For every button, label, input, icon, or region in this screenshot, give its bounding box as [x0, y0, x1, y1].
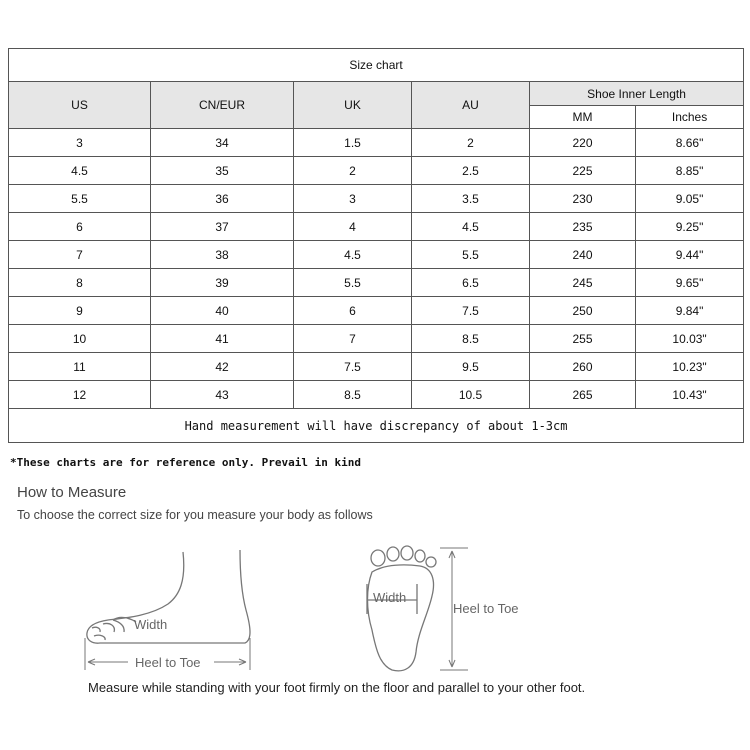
cell-us: 7 [9, 241, 151, 269]
cell-mm: 230 [530, 185, 636, 213]
cell-mm: 245 [530, 269, 636, 297]
cell-inches: 9.05" [636, 185, 744, 213]
cell-cn-eur: 43 [151, 381, 294, 409]
cell-au: 6.5 [412, 269, 530, 297]
header-uk: UK [294, 82, 412, 129]
sole-length-label: Heel to Toe [453, 601, 519, 616]
cell-inches: 9.65" [636, 269, 744, 297]
header-shoe-inner-length: Shoe Inner Length [530, 82, 744, 106]
cell-mm: 260 [530, 353, 636, 381]
cell-uk: 4 [294, 213, 412, 241]
cell-au: 10.5 [412, 381, 530, 409]
table-row [9, 129, 744, 157]
cell-mm: 240 [530, 241, 636, 269]
cell-inches: 8.66" [636, 129, 744, 157]
table-row [9, 185, 744, 213]
table-row [9, 213, 744, 241]
cell-inches: 10.43" [636, 381, 744, 409]
cell-au: 9.5 [412, 353, 530, 381]
cell-au: 3.5 [412, 185, 530, 213]
cell-us: 8 [9, 269, 151, 297]
cell-cn-eur: 37 [151, 213, 294, 241]
how-to-measure-title: How to Measure [17, 484, 127, 501]
cell-au: 2.5 [412, 157, 530, 185]
cell-inches: 8.85" [636, 157, 744, 185]
cell-uk: 6 [294, 297, 412, 325]
cell-cn-eur: 36 [151, 185, 294, 213]
cell-mm: 250 [530, 297, 636, 325]
header-mm: MM [530, 106, 636, 129]
cell-au: 5.5 [412, 241, 530, 269]
cell-au: 4.5 [412, 213, 530, 241]
header-inches: Inches [636, 106, 744, 129]
cell-us: 3 [9, 129, 151, 157]
header-au: AU [412, 82, 530, 129]
table-row [9, 241, 744, 269]
cell-uk: 5.5 [294, 269, 412, 297]
cell-cn-eur: 34 [151, 129, 294, 157]
cell-us: 11 [9, 353, 151, 381]
cell-cn-eur: 41 [151, 325, 294, 353]
cell-us: 12 [9, 381, 151, 409]
table-row [9, 353, 744, 381]
disclaimer: *These charts are for reference only. Prevail in kind [10, 456, 361, 469]
side-foot-icon [87, 550, 250, 643]
cell-inches: 9.84" [636, 297, 744, 325]
table-row [9, 297, 744, 325]
cell-mm: 265 [530, 381, 636, 409]
table-row [9, 381, 744, 409]
cell-cn-eur: 38 [151, 241, 294, 269]
sole-width-label: Width [373, 590, 407, 605]
size-chart-table [8, 48, 744, 443]
how-to-measure-subtitle: To choose the correct size for you measure your body as follows [17, 508, 373, 522]
side-width-label: Width [134, 617, 168, 632]
table-row [9, 157, 744, 185]
cell-us: 5.5 [9, 185, 151, 213]
cell-mm: 225 [530, 157, 636, 185]
cell-us: 10 [9, 325, 151, 353]
table-row [9, 269, 744, 297]
cell-inches: 9.25" [636, 213, 744, 241]
cell-inches: 10.03" [636, 325, 744, 353]
cell-uk: 2 [294, 157, 412, 185]
cell-au: 2 [412, 129, 530, 157]
cell-us: 6 [9, 213, 151, 241]
cell-us: 9 [9, 297, 151, 325]
cell-uk: 8.5 [294, 381, 412, 409]
header-cn-eur: CN/EUR [151, 82, 294, 129]
cell-mm: 220 [530, 129, 636, 157]
cell-uk: 1.5 [294, 129, 412, 157]
cell-inches: 10.23" [636, 353, 744, 381]
foot-measure-illustration [0, 540, 750, 680]
side-length-label: Heel to Toe [135, 655, 201, 670]
table-row [9, 325, 744, 353]
header-us: US [9, 82, 151, 129]
sole-foot-icon [367, 546, 436, 671]
chart-title: Size chart [9, 49, 744, 82]
cell-au: 7.5 [412, 297, 530, 325]
cell-mm: 255 [530, 325, 636, 353]
cell-uk: 4.5 [294, 241, 412, 269]
cell-cn-eur: 42 [151, 353, 294, 381]
cell-uk: 3 [294, 185, 412, 213]
cell-cn-eur: 39 [151, 269, 294, 297]
cell-au: 8.5 [412, 325, 530, 353]
measure-caption: Measure while standing with your foot firmly on the floor and parallel to your other foot. [88, 680, 586, 695]
cell-mm: 235 [530, 213, 636, 241]
cell-inches: 9.44" [636, 241, 744, 269]
cell-us: 4.5 [9, 157, 151, 185]
cell-cn-eur: 40 [151, 297, 294, 325]
cell-uk: 7 [294, 325, 412, 353]
cell-uk: 7.5 [294, 353, 412, 381]
measurement-note: Hand measurement will have discrepancy of about 1-3cm [9, 409, 744, 443]
cell-cn-eur: 35 [151, 157, 294, 185]
